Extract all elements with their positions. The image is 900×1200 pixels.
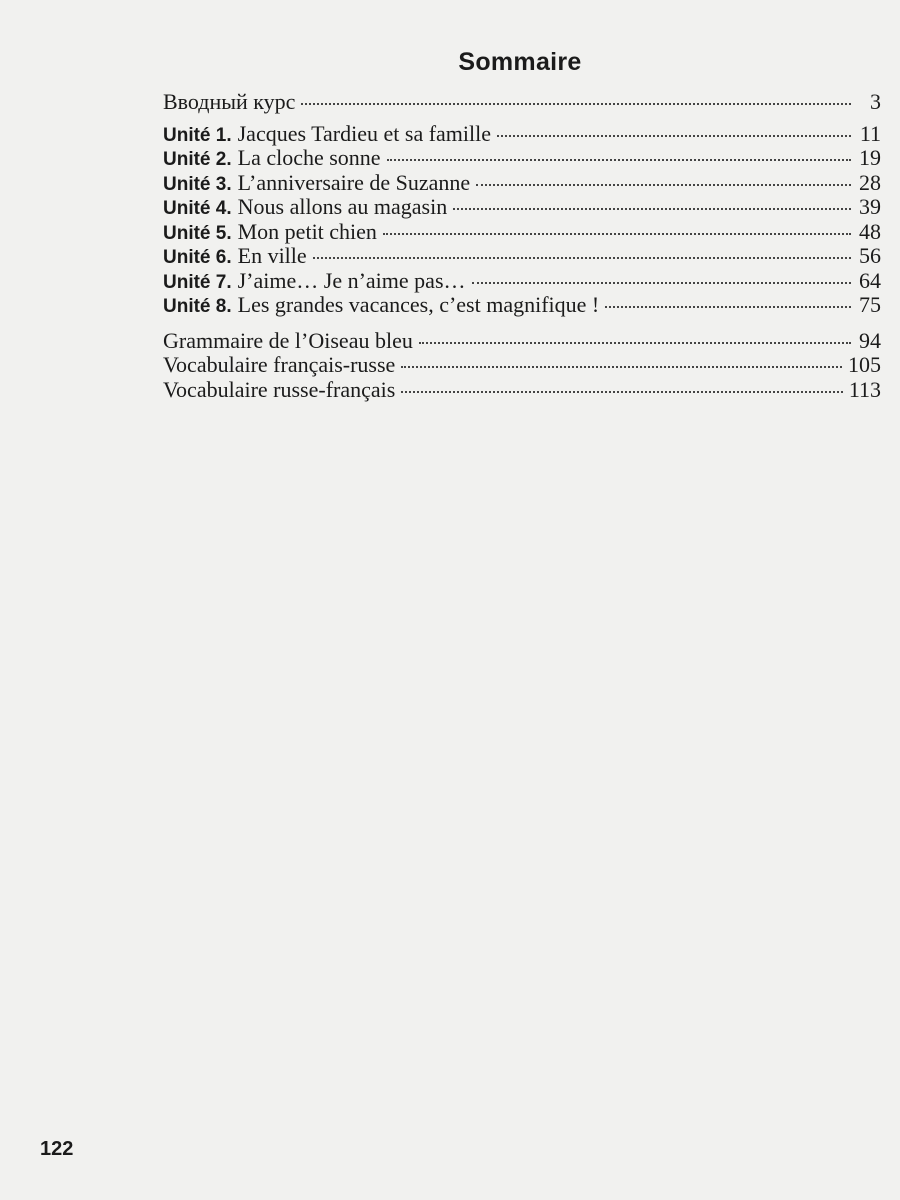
- dot-leader: [313, 257, 851, 259]
- toc-entry-page: 113: [848, 376, 881, 402]
- toc-entry-title: Grammaire de l’Oiseau bleu: [163, 327, 413, 353]
- toc-entry: [163, 329, 881, 354]
- dot-leader: [383, 233, 851, 235]
- toc-entry: [163, 146, 881, 171]
- dot-leader: [401, 391, 842, 393]
- toc-entry: [163, 90, 881, 115]
- toc-entry: [163, 353, 881, 378]
- toc-entry-title: J’aime… Je n’aime pas…: [237, 267, 466, 293]
- toc-entry-page: 3: [870, 89, 881, 114]
- toc-entry: [163, 220, 881, 245]
- dot-leader: [419, 342, 851, 344]
- toc-entry-page: 19: [859, 145, 881, 170]
- toc-entry-page: 56: [859, 243, 881, 268]
- toc-entry-title: La cloche sonne: [237, 145, 381, 170]
- toc-entry-page: 48: [859, 218, 881, 244]
- toc-entry-page: 94: [859, 327, 881, 353]
- page-number: 122: [40, 1138, 74, 1160]
- toc-entry-unit: Unité 7.: [163, 271, 232, 293]
- toc-entry: [163, 244, 881, 269]
- toc-entry-title: Vocabulaire russe-français: [163, 376, 396, 402]
- page-title: Sommaire: [458, 48, 582, 76]
- dot-leader: [497, 135, 851, 137]
- toc-entry: [163, 269, 881, 294]
- toc-entry: [163, 171, 881, 196]
- dot-leader: [453, 208, 851, 210]
- toc-entry-unit: Unité 6.: [163, 247, 232, 268]
- toc-entry: [163, 195, 881, 220]
- toc-entry-title: Mon petit chien: [237, 218, 377, 244]
- toc-entry-title: En ville: [237, 243, 307, 268]
- toc-entry: [163, 293, 881, 318]
- toc-entry: [163, 378, 881, 403]
- toc-entry-title: Nous allons au magasin: [237, 194, 448, 219]
- toc-entry-page: 39: [859, 194, 881, 219]
- toc-entry-unit: Unité 2.: [163, 149, 232, 170]
- dot-leader: [476, 184, 851, 186]
- dot-leader: [472, 282, 852, 284]
- toc-entry: [163, 122, 881, 147]
- toc-entry-title: Jacques Tardieu et sa famille: [237, 120, 492, 146]
- dot-leader: [401, 366, 842, 368]
- dot-leader: [301, 103, 851, 105]
- toc-entry-title: Вводный курс: [163, 89, 296, 114]
- toc-entry-unit: Unité 3.: [163, 173, 232, 195]
- dot-leader: [387, 159, 851, 161]
- toc-entry-title: Vocabulaire français-russe: [163, 352, 396, 377]
- toc-entry-page: 75: [859, 292, 881, 317]
- dot-leader: [605, 306, 851, 308]
- toc-entry-title: Les grandes vacances, c’est magnifique !: [237, 292, 600, 317]
- toc-entry-title: L’anniversaire de Suzanne: [237, 169, 471, 195]
- toc-entry-unit: Unité 1.: [163, 124, 232, 146]
- toc-entry-page: 28: [859, 169, 881, 195]
- toc-entry-unit: Unité 8.: [163, 296, 232, 317]
- toc-entry-page: 64: [859, 267, 881, 293]
- toc-entry-unit: Unité 4.: [163, 198, 232, 219]
- toc-entry-page: 11: [859, 120, 881, 146]
- toc-entry-page: 105: [848, 352, 881, 377]
- table-of-contents: [163, 90, 881, 402]
- toc-entry-unit: Unité 5.: [163, 222, 232, 244]
